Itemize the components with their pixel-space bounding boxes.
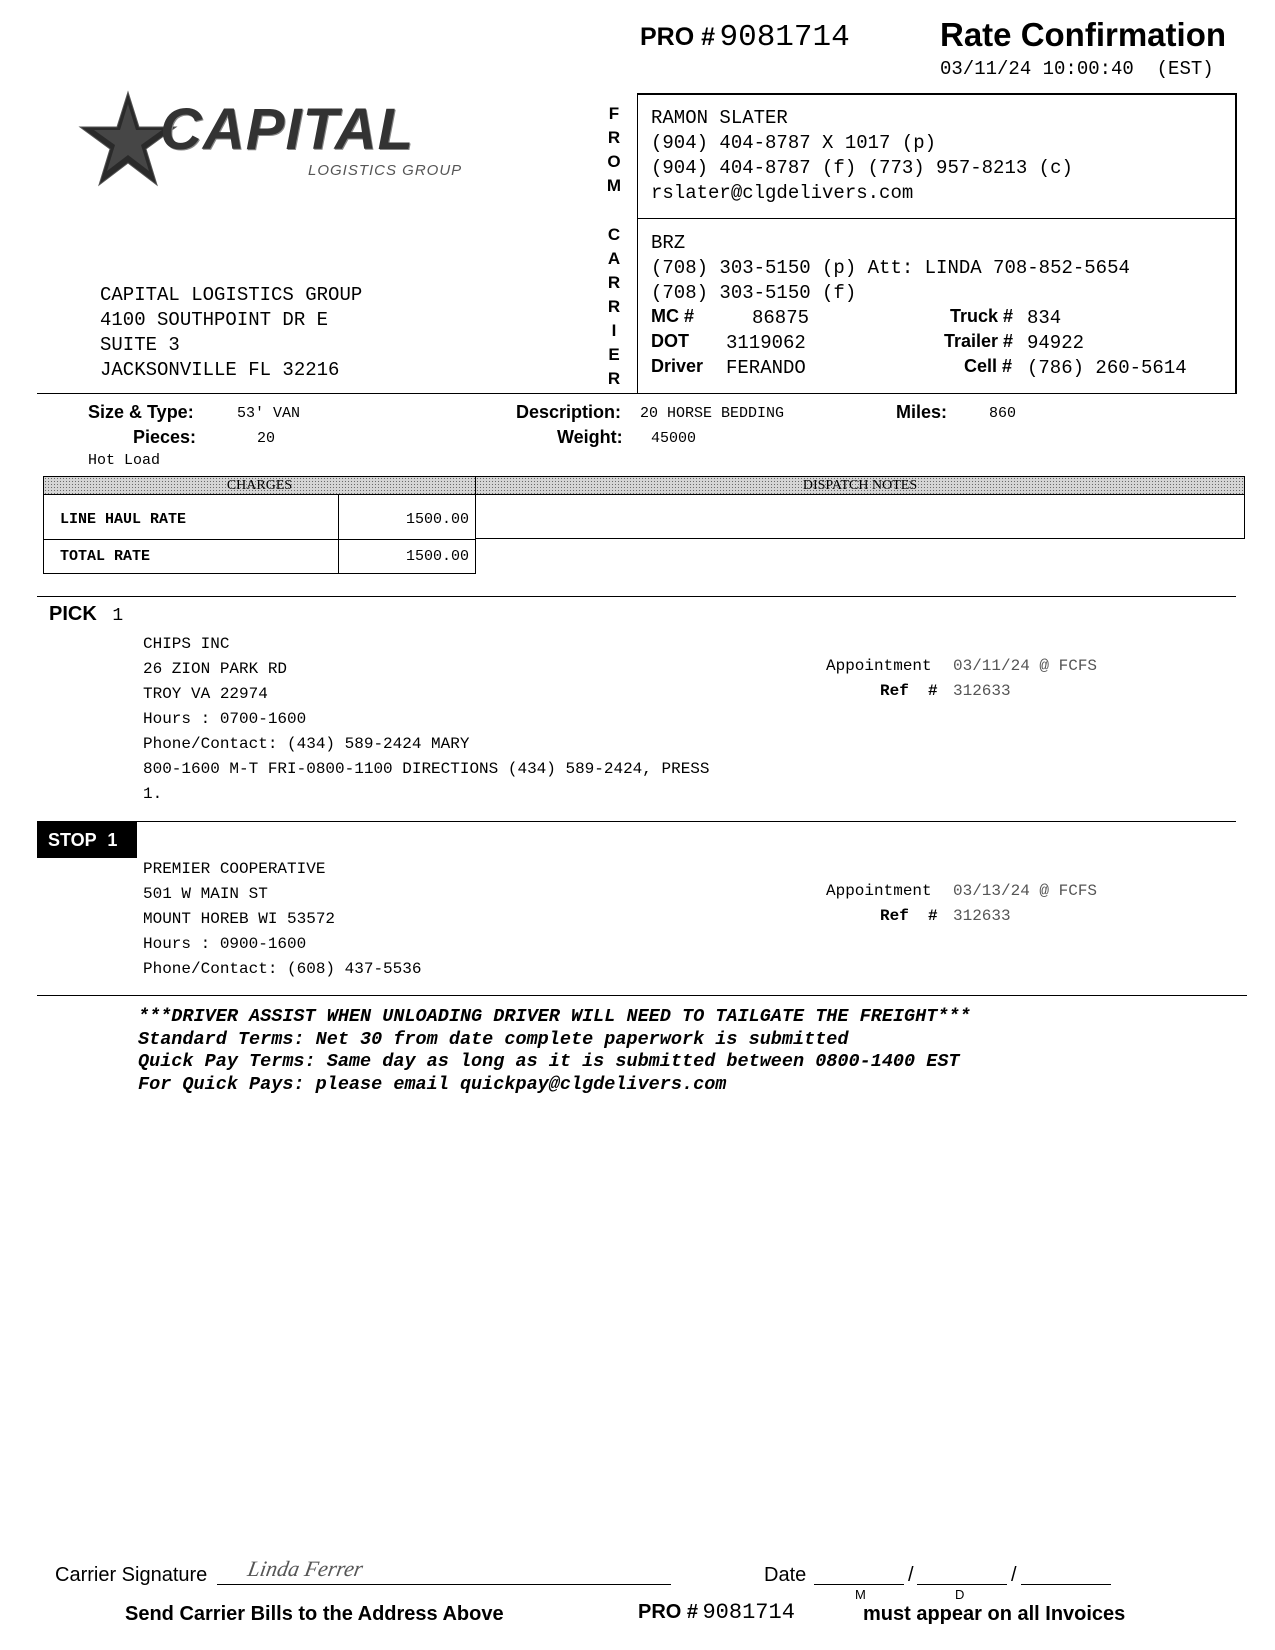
timestamp	[940, 58, 1214, 80]
stop-city: MOUNT HOREB WI 53572	[143, 910, 336, 928]
date-month-line[interactable]	[814, 1584, 904, 1585]
pro-number: 9081714	[719, 20, 850, 55]
charges-col-divider	[338, 540, 339, 573]
from-letter: M	[606, 176, 622, 195]
timezone: (EST)	[1156, 58, 1214, 80]
company-address2: SUITE 3	[100, 334, 180, 356]
size-type-label: Size & Type:	[88, 402, 194, 422]
charges-row	[43, 539, 476, 574]
logo-tagline: LOGISTICS GROUP	[308, 162, 463, 179]
carrier-info	[651, 231, 1130, 306]
carrier-phone: (708) 303-5150 (p) Att: LINDA 708-852-5654	[651, 257, 1130, 279]
size-type-value: 53' VAN	[237, 405, 301, 422]
pieces-value: 20	[257, 430, 276, 447]
terms-line: Standard Terms: Net 30 from date complete paperwork is submitted	[138, 1028, 849, 1050]
weight-value: 45000	[651, 430, 697, 447]
from-letter: R	[607, 128, 621, 147]
carrier-letter: A	[607, 249, 621, 268]
footer-pro	[638, 1600, 795, 1625]
dispatch-notes-header-label: DISPATCH NOTES	[802, 478, 918, 493]
carrier-signature: Linda Ferrer	[245, 1556, 365, 1581]
date-separator: /	[1011, 1564, 1017, 1586]
pick-number: 1	[112, 606, 124, 626]
terms-block	[138, 1006, 971, 1096]
date-year-line[interactable]	[1021, 1584, 1111, 1585]
terms-rule	[37, 995, 1247, 996]
miles-value: 860	[989, 405, 1017, 422]
send-bills-note: Send Carrier Bills to the Address Above	[125, 1603, 504, 1625]
stop-name: PREMIER COOPERATIVE	[143, 860, 326, 878]
pick-label	[49, 603, 123, 626]
carrier-letter: R	[607, 369, 621, 388]
from-letter: O	[607, 152, 621, 171]
trailer-number: 94922	[1027, 332, 1085, 354]
charge-label: TOTAL RATE	[60, 548, 151, 565]
from-fax-cell: (904) 404-8787 (f) (773) 957-8213 (c)	[651, 157, 1073, 179]
load-note: Hot Load	[88, 452, 161, 469]
weight-label: Weight:	[557, 427, 623, 447]
driver-label: Driver	[651, 356, 704, 376]
stop-appointment-value: 03/13/24 @ FCFS	[953, 882, 1098, 900]
from-vertical-label	[604, 102, 624, 198]
pick-city: TROY VA 22974	[143, 685, 268, 703]
charges-row	[43, 494, 476, 540]
pick-rule	[37, 596, 1236, 597]
footer-pro-label: PRO #	[638, 1601, 699, 1623]
pick-label-text: PICK	[49, 603, 97, 625]
carrier-letter: C	[607, 225, 621, 244]
stop-label-text: STOP	[48, 830, 97, 850]
from-phone: (904) 404-8787 X 1017 (p)	[651, 132, 937, 154]
description-value: 20 HORSE BEDDING	[640, 405, 785, 422]
pick-details	[143, 632, 710, 807]
pick-hours: Hours : 0700-1600	[143, 710, 307, 728]
pick-appointment-label: Appointment	[826, 657, 932, 675]
pick-notes: 1.	[143, 785, 163, 803]
pick-ref-value: 312633	[953, 682, 1011, 700]
datetime: 03/11/24 10:00:40	[940, 58, 1134, 80]
carrier-name: BRZ	[651, 232, 686, 254]
pick-address: 26 ZION PARK RD	[143, 660, 288, 678]
date-d-label: D	[955, 1587, 965, 1602]
miles-label: Miles:	[896, 402, 948, 422]
cell-number: (786) 260-5614	[1027, 357, 1187, 379]
from-name: RAMON SLATER	[651, 107, 788, 129]
carrier-fax: (708) 303-5150 (f)	[651, 282, 857, 304]
mc-number: 86875	[752, 307, 810, 329]
from-carrier-divider	[637, 218, 1237, 219]
footer-pro-number: 9081714	[702, 1600, 795, 1625]
charges-header	[43, 476, 476, 495]
logo-name: CAPITAL	[160, 97, 415, 162]
company-city: JACKSONVILLE FL 32216	[100, 359, 340, 381]
dispatch-notes-header	[475, 476, 1245, 495]
date-separator: /	[908, 1564, 914, 1586]
carrier-letter: E	[608, 345, 620, 364]
charge-label: LINE HAUL RATE	[60, 511, 187, 528]
company-address	[100, 283, 362, 383]
from-letter: F	[608, 104, 620, 123]
company-address1: 4100 SOUTHPOINT DR E	[100, 309, 329, 331]
carrier-letter: R	[607, 297, 621, 316]
carrier-vertical-label	[604, 223, 624, 391]
pick-ref-label: Ref #	[880, 682, 938, 700]
pick-appointment-value: 03/11/24 @ FCFS	[953, 657, 1098, 675]
stop-appointment-label: Appointment	[826, 882, 932, 900]
stop-details	[143, 857, 421, 982]
from-email: rslater@clgdelivers.com	[651, 182, 914, 204]
signature-label: Carrier Signature	[55, 1564, 208, 1586]
stop-number: 1	[107, 830, 118, 850]
from-info	[651, 106, 1073, 206]
dot-number: 3119062	[726, 332, 806, 354]
driver-name: FERANDO	[726, 357, 806, 379]
pro-label: PRO #	[640, 23, 716, 51]
terms-line: For Quick Pays: please email quickpay@clgdelivers.com	[138, 1073, 727, 1095]
stop-hours: Hours : 0900-1600	[143, 935, 307, 953]
page-title: Rate Confirmation	[940, 16, 1227, 53]
date-label: Date	[764, 1564, 807, 1586]
stop-contact: Phone/Contact: (608) 437-5536	[143, 960, 422, 978]
pieces-label: Pieces:	[133, 427, 197, 447]
must-appear-note: must appear on all Invoices	[863, 1603, 1126, 1625]
company-name: CAPITAL LOGISTICS GROUP	[100, 284, 363, 306]
charges-col-divider	[338, 495, 339, 539]
pick-name: CHIPS INC	[143, 635, 230, 653]
trailer-label: Trailer #	[944, 331, 1014, 351]
charges-header-label: CHARGES	[226, 478, 293, 493]
mc-label: MC #	[651, 306, 695, 326]
date-day-line[interactable]	[917, 1584, 1007, 1585]
company-logo	[78, 90, 478, 190]
truck-label: Truck #	[950, 306, 1014, 326]
description-label: Description:	[516, 402, 622, 422]
signature-line[interactable]	[217, 1584, 671, 1585]
stop-ref-value: 312633	[953, 907, 1011, 925]
header-rule	[37, 393, 637, 394]
terms-line: ***DRIVER ASSIST WHEN UNLOADING DRIVER WILL NEED TO TAILGATE THE FREIGHT***	[138, 1006, 971, 1027]
stop-ref-label: Ref #	[880, 907, 938, 925]
dot-label: DOT	[651, 331, 689, 351]
carrier-letter: I	[611, 321, 617, 340]
dispatch-notes-body	[475, 494, 1245, 539]
charge-amount: 1500.00	[405, 511, 469, 528]
terms-line: Quick Pay Terms: Same day as long as it is submitted between 0800-1400 EST	[138, 1051, 960, 1072]
pick-notes: 800-1600 M-T FRI-0800-1100 DIRECTIONS (434) 589-2424, PRESS	[143, 760, 710, 778]
pro-header	[640, 20, 850, 55]
stop-label	[37, 822, 137, 858]
pick-contact: Phone/Contact: (434) 589-2424 MARY	[143, 735, 470, 753]
stop-rule	[37, 821, 1236, 822]
truck-number: 834	[1027, 307, 1062, 329]
date-m-label: M	[855, 1587, 866, 1602]
cell-label: Cell #	[964, 356, 1013, 376]
carrier-letter: R	[607, 273, 621, 292]
stop-address: 501 W MAIN ST	[143, 885, 268, 903]
charge-amount: 1500.00	[405, 548, 469, 565]
